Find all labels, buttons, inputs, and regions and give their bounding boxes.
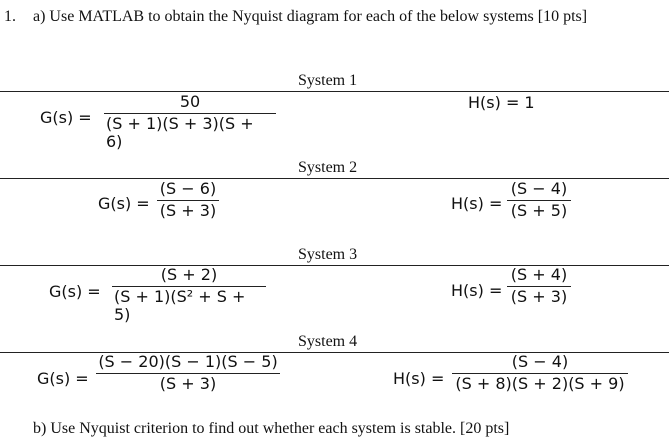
system-1-title: System 1 [298,72,358,89]
system-2-h-label: H(s) = [451,194,503,213]
system-4-g-label: G(s) = [37,369,89,388]
system-4-g-denominator: (S + 3) [159,374,217,393]
system-4-g-numerator: (S − 20)(S − 1)(S − 5) [98,352,278,371]
part-a-instruction: a) Use MATLAB to obtain the Nyquist diagram for each of the below systems [10 pts] [33,8,588,25]
system-1-rule [0,91,669,92]
system-1-g-label: G(s) = [40,108,92,127]
system-1-g-denominator: (S + 1)(S + 3)(S + 6) [106,114,254,151]
system-4-h-numerator: (S − 4) [511,352,569,371]
system-2-g-numerator: (S − 6) [159,179,217,198]
system-4-h-label: H(s) = [393,369,445,388]
system-3-h-denominator: (S + 3) [510,287,568,306]
system-3-h-fraction [507,266,571,306]
system-2-g-label: G(s) = [98,194,150,213]
system-2-title: System 2 [298,159,358,176]
system-3-g-denominator: (S + 1)(S² + S + 5) [114,287,246,324]
system-2-g-denominator: (S + 3) [159,201,217,220]
system-3-g-fraction [112,266,266,324]
system-1-g-numerator: 50 [179,92,201,111]
system-2-h-denominator: (S + 5) [510,201,568,220]
system-2-h-numerator: (S − 4) [510,179,568,198]
system-4-h-fraction [452,353,628,393]
system-3-title: System 3 [298,246,358,263]
system-3-h-label: H(s) = [451,281,503,300]
system-2-rule [0,178,669,179]
system-4-title: System 4 [298,333,358,350]
system-3-g-numerator: (S + 2) [160,265,218,284]
part-b-instruction: b) Use Nyquist criterion to find out whether each system is stable. [20 pts] [33,420,510,437]
question-number: 1. [4,8,16,25]
system-3-h-numerator: (S + 4) [510,265,568,284]
system-2-h-fraction [507,180,571,220]
system-4-g-fraction [96,353,280,393]
system-4-h-denominator: (S + 8)(S + 2)(S + 9) [455,374,625,393]
system-1-h-expression: H(s) = 1 [468,93,535,112]
system-1-g-fraction [104,93,276,151]
system-3-g-label: G(s) = [49,282,101,301]
system-2-g-fraction [157,180,219,220]
